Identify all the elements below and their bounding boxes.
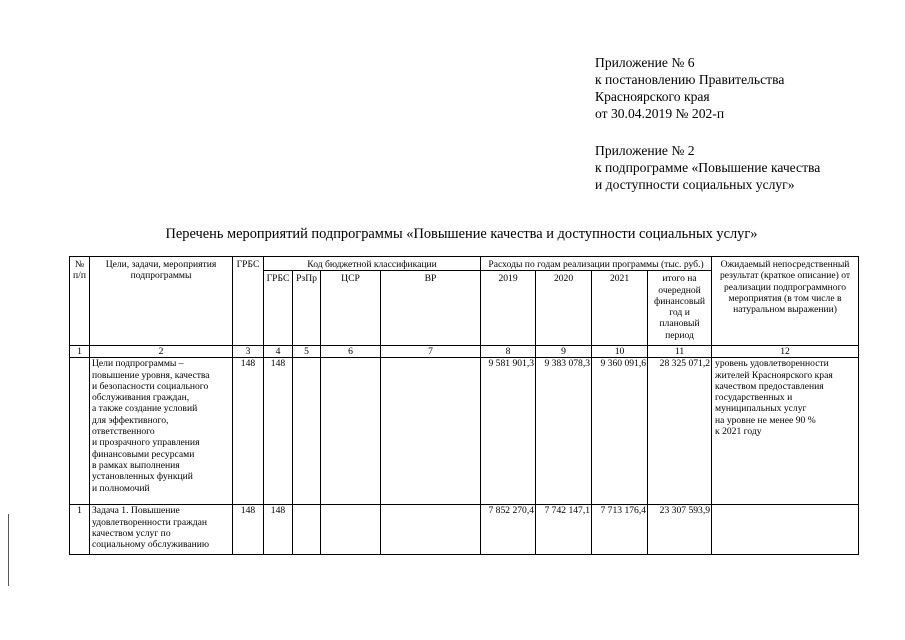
margin-line bbox=[8, 514, 9, 586]
measures-table bbox=[69, 256, 859, 555]
table-row bbox=[70, 505, 859, 555]
row-amount-2019: 9 581 901,3 bbox=[481, 358, 536, 505]
header-year-2020: 2020 bbox=[536, 271, 592, 346]
header-expenses: Расходы по годам реализации программы (тыс. руб.) bbox=[481, 257, 712, 271]
appendix-6-block bbox=[595, 54, 784, 122]
col-number: 4 bbox=[264, 346, 293, 358]
row-grbs: 148 bbox=[233, 358, 264, 505]
row-amount-total: 28 325 071,2 bbox=[648, 358, 712, 505]
row-csr bbox=[321, 358, 381, 505]
appendix-2-line3: и доступности социальных услуг» bbox=[595, 177, 795, 192]
header-goals: Цели, задачи, мероприятия подпрограммы bbox=[90, 257, 233, 346]
col-number: 6 bbox=[321, 346, 381, 358]
col-number: 1 bbox=[70, 346, 90, 358]
col-number: 5 bbox=[293, 346, 321, 358]
appendix-2-line2: к подпрограмме «Повышение качества bbox=[595, 160, 821, 175]
appendix-2-block bbox=[595, 142, 820, 193]
row-vr bbox=[381, 358, 481, 505]
row-amount-2019: 7 852 270,4 bbox=[481, 505, 536, 555]
appendix-6-line3: Красноярского края bbox=[595, 89, 710, 104]
row-expected-result bbox=[712, 505, 859, 555]
col-number: 7 bbox=[381, 346, 481, 358]
appendix-6-line4: от 30.04.2019 № 202-п bbox=[595, 106, 725, 121]
row-name: Задача 1. Повышение удовлетворенности граждан качеством услуг по социальному обслуживанию bbox=[90, 505, 233, 555]
header-sub-rzpr: РзПр bbox=[293, 271, 321, 346]
appendix-6-line2: к постановлению Правительства bbox=[595, 72, 785, 87]
row-num bbox=[70, 358, 90, 505]
row-expected-result: уровень удовлетворенности жителей Красноярского края качеством предоставления государственных и муниципальных услуг на уровне не менее 90 % к 2021 году bbox=[712, 358, 859, 505]
document-title: Перечень мероприятий подпрограммы «Повышение качества и доступности социальных услуг» bbox=[165, 226, 758, 242]
col-number: 9 bbox=[536, 346, 592, 358]
header-grbs: ГРБС bbox=[233, 257, 264, 346]
header-total: итого на очередной финансовый год и плановый период bbox=[648, 271, 712, 346]
header-sub-csr: ЦСР bbox=[321, 271, 381, 346]
header-num: № п/п bbox=[70, 257, 90, 346]
row-amount-2021: 7 713 176,4 bbox=[592, 505, 648, 555]
row-vr bbox=[381, 505, 481, 555]
row-num: 1 bbox=[70, 505, 90, 555]
col-number: 8 bbox=[481, 346, 536, 358]
header-expected-result: Ожидаемый непосредственный результат (краткое описание) от реализации подпрограммного мероприятия (в том числе в натуральном выражении) bbox=[712, 257, 859, 346]
table-row bbox=[70, 358, 859, 505]
row-rzpr bbox=[293, 358, 321, 505]
col-number: 2 bbox=[90, 346, 233, 358]
row-amount-total: 23 307 593,9 bbox=[648, 505, 712, 555]
col-number: 3 bbox=[233, 346, 264, 358]
header-year-2019: 2019 bbox=[481, 271, 536, 346]
header-budget-code: Код бюджетной классификации bbox=[264, 257, 481, 271]
row-csr bbox=[321, 505, 381, 555]
column-numbers-row bbox=[70, 346, 859, 358]
row-grbs-code: 148 bbox=[264, 505, 293, 555]
appendix-6-line1: Приложение № 6 bbox=[595, 55, 695, 70]
col-number: 12 bbox=[712, 346, 859, 358]
appendix-2-line1: Приложение № 2 bbox=[595, 143, 695, 158]
col-number: 10 bbox=[592, 346, 648, 358]
col-number: 11 bbox=[648, 346, 712, 358]
header-sub-grbs: ГРБС bbox=[264, 271, 293, 346]
header-sub-vr: ВР bbox=[381, 271, 481, 346]
row-amount-2020: 7 742 147,1 bbox=[536, 505, 592, 555]
table-header-row-1 bbox=[70, 257, 859, 271]
row-rzpr bbox=[293, 505, 321, 555]
row-grbs: 148 bbox=[233, 505, 264, 555]
header-year-2021: 2021 bbox=[592, 271, 648, 346]
row-amount-2021: 9 360 091,6 bbox=[592, 358, 648, 505]
row-grbs-code: 148 bbox=[264, 358, 293, 505]
row-amount-2020: 9 383 078,3 bbox=[536, 358, 592, 505]
row-name: Цели подпрограммы – повышение уровня, качества и безопасности социального обслуживания граждан, а также создание условий для эффективного, ответственного и прозрачного управления финансовыми ресурсами в рамках выполнения установленных функций и полномочий bbox=[90, 358, 233, 505]
